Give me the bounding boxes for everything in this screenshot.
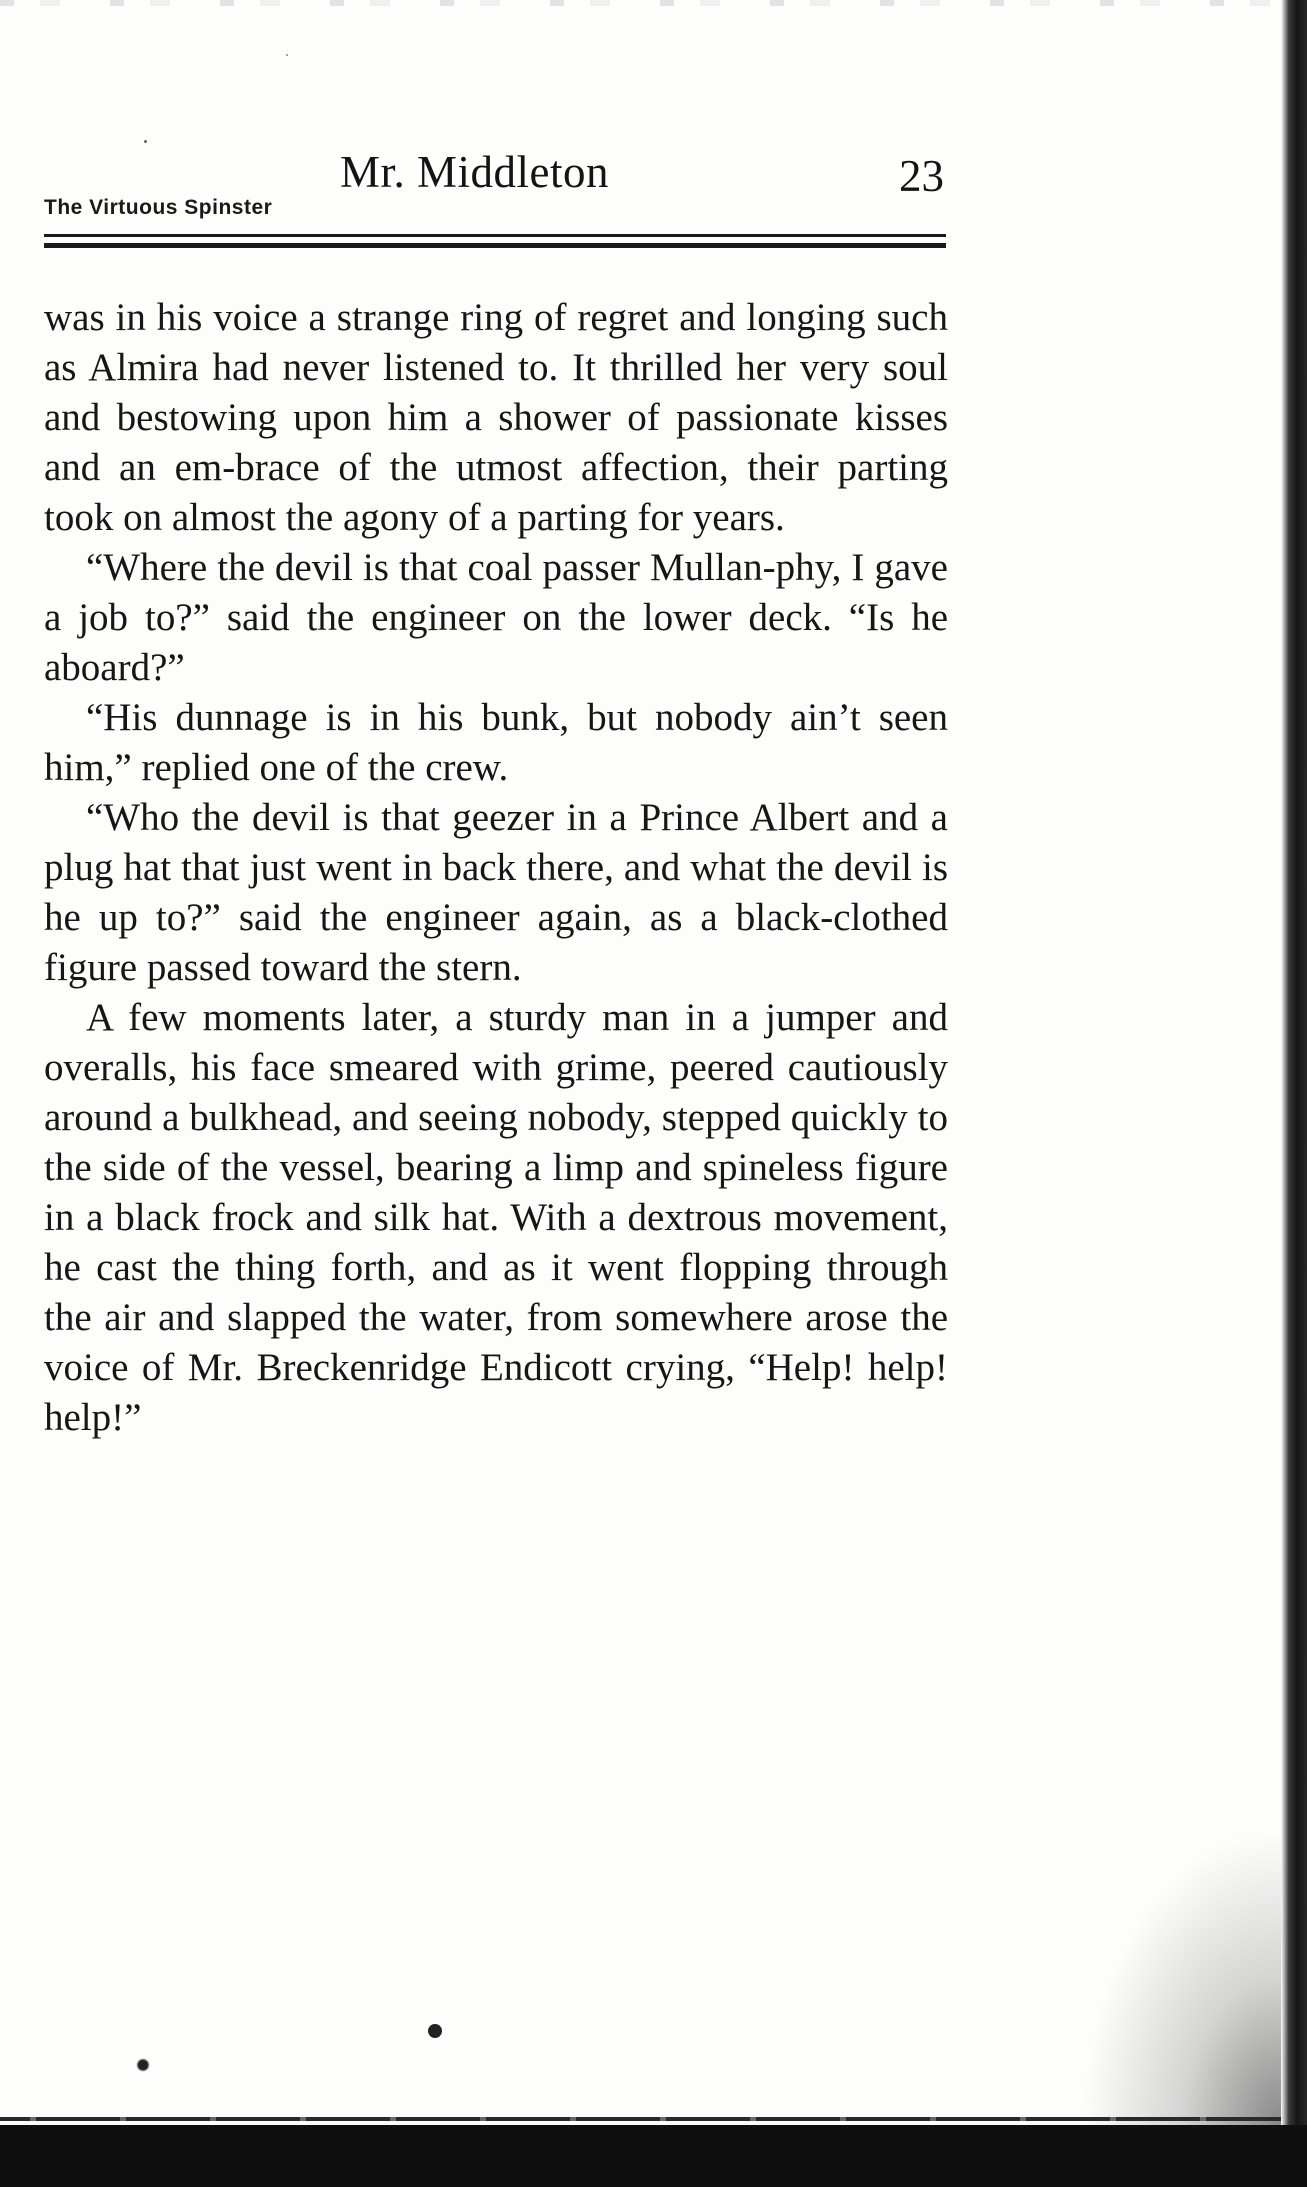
page-number: 23 [899,151,944,201]
paragraph: “His dunnage is in his bunk, but nobody ain’t seen him,” replied one of the crew. [44,696,948,789]
scan-top-edge [0,0,1307,6]
scan-bottom-edge [0,2125,1307,2187]
ornament-dot [428,2024,442,2038]
body-text [44,293,948,1443]
scan-right-edge [1281,0,1307,2187]
header-rule-thick [44,243,946,248]
paragraph: “Who the devil is that geezer in a Prince Albert and a plug hat that just went in back there, and what the devil is he up to?” said the engineer again, as a black-clothed figure passed toward the stern. [44,796,948,989]
paragraph: A few moments later, a sturdy man in a jumper and overalls, his face smeared with grime, peered cautiously around a bulkhead, and seeing nobody, stepped quickly to the side of the vessel, bearing a limp and spineless figure in a black frock and silk hat. With a dextrous movement, he cast the thing forth, and as it went flopping through the air and slapped the water, from somewhere arose the voice of Mr. Breckenridge Endicott crying, “Help! help! help!” [44,996,948,1439]
chapter-title: Mr. Middleton [340,147,610,197]
page-corner-shadow [1081,1827,1281,2127]
header-rule-thin [44,234,946,237]
scan-speck [134,2058,152,2072]
paragraph: “Where the devil is that coal passer Mullan-phy, I gave a job to?” said the engineer on the lower deck. “Is he aboard?” [44,546,948,689]
scan-bottom-line [0,2117,1281,2121]
series-title: The Virtuous Spinster [44,196,273,219]
running-head [44,140,946,220]
paragraph: was in his voice a strange ring of regret and longing such as Almira had never listened to. It thrilled her very soul and bestowing upon him a shower of passionate kisses and an em-brace of the utmost affection, their parting took on almost the agony of a parting for years. [44,296,948,539]
scan-speck [286,54,288,56]
